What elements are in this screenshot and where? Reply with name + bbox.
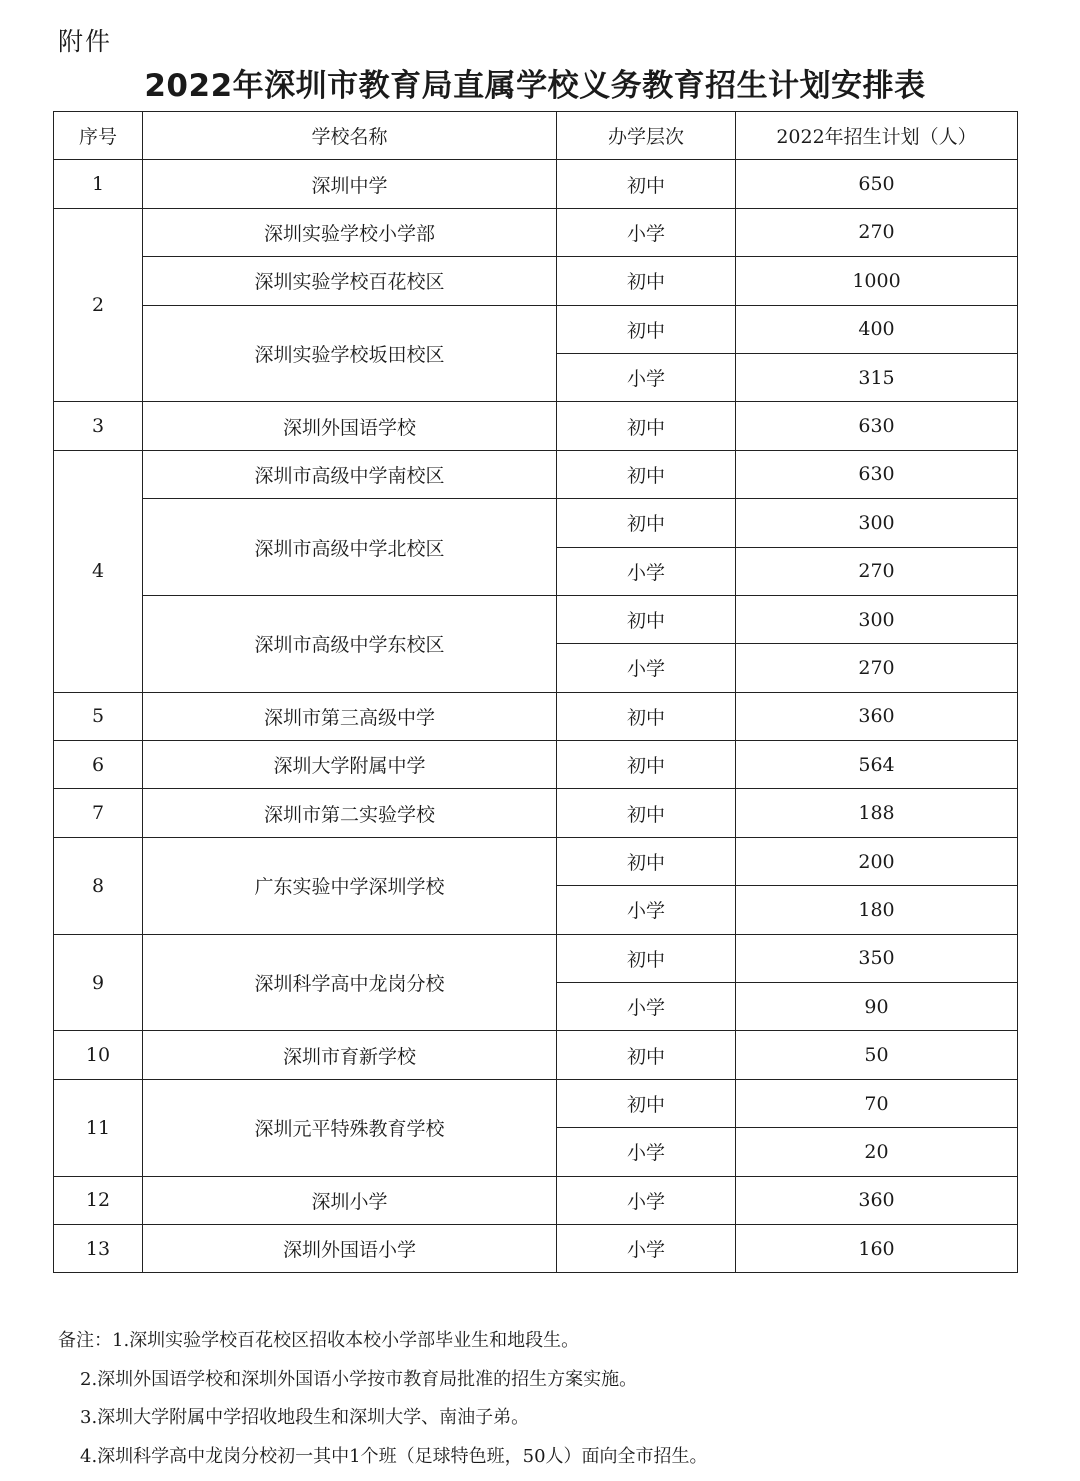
table-row bbox=[54, 1031, 1018, 1079]
cell-level: 初中 bbox=[557, 1031, 736, 1079]
table-row bbox=[54, 1224, 1018, 1272]
table-row bbox=[54, 305, 1018, 353]
table-row bbox=[54, 160, 1018, 208]
cell-school-name: 深圳市第二实验学校 bbox=[143, 789, 557, 837]
note-line: 4.深圳科学高中龙岗分校初一其中1个班（足球特色班，50人）面向全市招生。 bbox=[80, 1445, 708, 1467]
cell-no: 2 bbox=[54, 208, 143, 402]
cell-level: 初中 bbox=[557, 1079, 736, 1127]
cell-school-name: 深圳实验学校百花校区 bbox=[143, 257, 557, 305]
cell-school-name: 深圳实验学校小学部 bbox=[143, 208, 557, 256]
cell-level: 初中 bbox=[557, 789, 736, 837]
table-row bbox=[54, 499, 1018, 547]
cell-plan-count: 90 bbox=[736, 983, 1018, 1031]
cell-plan-count: 270 bbox=[736, 547, 1018, 595]
cell-no: 6 bbox=[54, 741, 143, 789]
cell-level: 小学 bbox=[557, 644, 736, 692]
cell-level: 初中 bbox=[557, 741, 736, 789]
table-row bbox=[54, 1079, 1018, 1127]
cell-school-name: 深圳市育新学校 bbox=[143, 1031, 557, 1079]
cell-plan-count: 360 bbox=[736, 1176, 1018, 1224]
table-row bbox=[54, 1176, 1018, 1224]
cell-level: 小学 bbox=[557, 983, 736, 1031]
table-row bbox=[54, 595, 1018, 643]
cell-no: 7 bbox=[54, 789, 143, 837]
header-level: 办学层次 bbox=[557, 112, 736, 160]
table-row bbox=[54, 208, 1018, 256]
table-row bbox=[54, 934, 1018, 982]
cell-level: 初中 bbox=[557, 595, 736, 643]
header-plan: 2022年招生计划（人） bbox=[736, 112, 1018, 160]
cell-no: 3 bbox=[54, 402, 143, 450]
cell-plan-count: 70 bbox=[736, 1079, 1018, 1127]
cell-plan-count: 360 bbox=[736, 692, 1018, 740]
cell-plan-count: 20 bbox=[736, 1128, 1018, 1176]
cell-plan-count: 564 bbox=[736, 741, 1018, 789]
enrollment-plan-table bbox=[53, 111, 1018, 1273]
cell-no: 8 bbox=[54, 837, 143, 934]
cell-level: 小学 bbox=[557, 208, 736, 256]
cell-school-name: 深圳大学附属中学 bbox=[143, 741, 557, 789]
cell-level: 初中 bbox=[557, 692, 736, 740]
cell-school-name: 深圳实验学校坂田校区 bbox=[143, 305, 557, 402]
cell-level: 初中 bbox=[557, 257, 736, 305]
table-row bbox=[54, 402, 1018, 450]
header-school-name: 学校名称 bbox=[143, 112, 557, 160]
cell-level: 初中 bbox=[557, 305, 736, 353]
cell-no: 10 bbox=[54, 1031, 143, 1079]
cell-level: 初中 bbox=[557, 837, 736, 885]
cell-plan-count: 400 bbox=[736, 305, 1018, 353]
note-line: 3.深圳大学附属中学招收地段生和深圳大学、南油子弟。 bbox=[80, 1407, 530, 1428]
cell-plan-count: 200 bbox=[736, 837, 1018, 885]
cell-no: 11 bbox=[54, 1079, 143, 1176]
cell-school-name: 深圳市高级中学北校区 bbox=[143, 499, 557, 596]
table-row bbox=[54, 789, 1018, 837]
cell-no: 4 bbox=[54, 450, 143, 692]
cell-plan-count: 300 bbox=[736, 595, 1018, 643]
cell-plan-count: 630 bbox=[736, 450, 1018, 498]
notes-section bbox=[58, 1322, 1068, 1476]
table-row bbox=[54, 692, 1018, 740]
cell-plan-count: 315 bbox=[736, 353, 1018, 401]
cell-level: 初中 bbox=[557, 499, 736, 547]
cell-no: 13 bbox=[54, 1224, 143, 1272]
cell-school-name: 深圳外国语小学 bbox=[143, 1224, 557, 1272]
cell-plan-count: 630 bbox=[736, 402, 1018, 450]
cell-school-name: 深圳市高级中学东校区 bbox=[143, 595, 557, 692]
cell-plan-count: 300 bbox=[736, 499, 1018, 547]
cell-level: 小学 bbox=[557, 353, 736, 401]
cell-level: 小学 bbox=[557, 1176, 736, 1224]
cell-school-name: 深圳小学 bbox=[143, 1176, 557, 1224]
cell-school-name: 深圳市第三高级中学 bbox=[143, 692, 557, 740]
cell-plan-count: 270 bbox=[736, 208, 1018, 256]
table-row bbox=[54, 741, 1018, 789]
cell-level: 初中 bbox=[557, 934, 736, 982]
table-row bbox=[54, 257, 1018, 305]
header-no: 序号 bbox=[54, 112, 143, 160]
cell-plan-count: 650 bbox=[736, 160, 1018, 208]
table-body bbox=[54, 160, 1018, 1273]
cell-plan-count: 188 bbox=[736, 789, 1018, 837]
cell-plan-count: 50 bbox=[736, 1031, 1018, 1079]
cell-level: 小学 bbox=[557, 1224, 736, 1272]
cell-no: 1 bbox=[54, 160, 143, 208]
cell-plan-count: 160 bbox=[736, 1224, 1018, 1272]
attachment-label: 附件 bbox=[58, 27, 113, 56]
cell-school-name: 深圳元平特殊教育学校 bbox=[143, 1079, 557, 1176]
document-title: 2022年深圳市教育局直属学校义务教育招生计划安排表 bbox=[144, 68, 926, 104]
cell-level: 初中 bbox=[557, 450, 736, 498]
table-row bbox=[54, 837, 1018, 885]
cell-plan-count: 180 bbox=[736, 886, 1018, 934]
table-header-row bbox=[54, 112, 1018, 160]
note-line: 2.深圳外国语学校和深圳外国语小学按市教育局批准的招生方案实施。 bbox=[80, 1368, 638, 1390]
cell-level: 小学 bbox=[557, 1128, 736, 1176]
note-line: 备注：1.深圳实验学校百花校区招收本校小学部毕业生和地段生。 bbox=[58, 1330, 580, 1351]
cell-level: 小学 bbox=[557, 886, 736, 934]
cell-plan-count: 270 bbox=[736, 644, 1018, 692]
cell-no: 12 bbox=[54, 1176, 143, 1224]
cell-no: 9 bbox=[54, 934, 143, 1031]
cell-school-name: 广东实验中学深圳学校 bbox=[143, 837, 557, 934]
cell-plan-count: 350 bbox=[736, 934, 1018, 982]
cell-level: 小学 bbox=[557, 547, 736, 595]
cell-level: 初中 bbox=[557, 160, 736, 208]
table-row bbox=[54, 450, 1018, 498]
cell-plan-count: 1000 bbox=[736, 257, 1018, 305]
cell-level: 初中 bbox=[557, 402, 736, 450]
cell-no: 5 bbox=[54, 692, 143, 740]
cell-school-name: 深圳中学 bbox=[143, 160, 557, 208]
cell-school-name: 深圳市高级中学南校区 bbox=[143, 450, 557, 498]
cell-school-name: 深圳科学高中龙岗分校 bbox=[143, 934, 557, 1031]
cell-school-name: 深圳外国语学校 bbox=[143, 402, 557, 450]
